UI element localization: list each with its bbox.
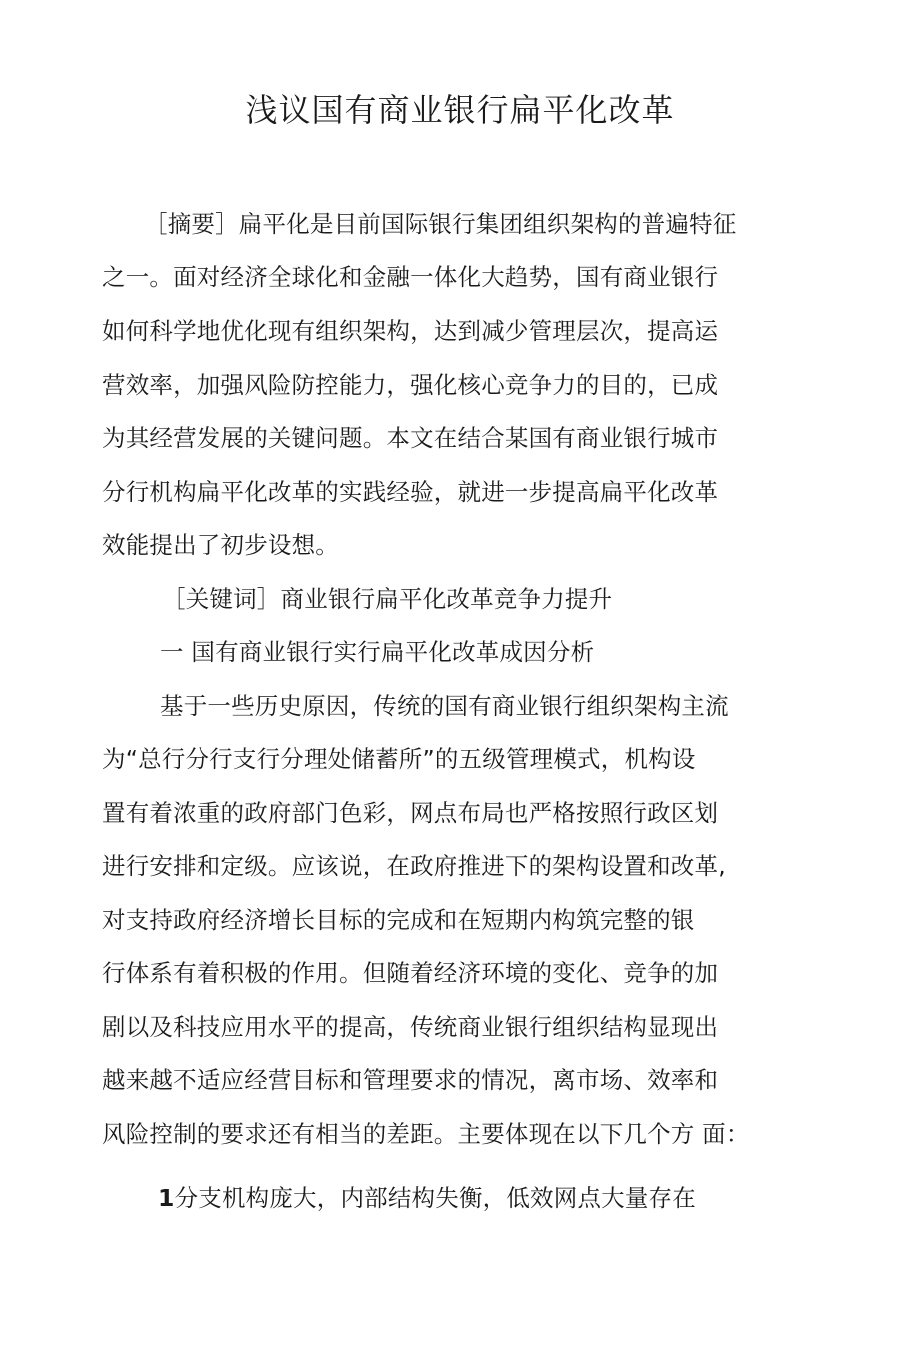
sub-heading-text: 分支机构庞大，内部结构失衡，低效网点大量存在 — [174, 1184, 696, 1212]
abstract-line-6: 分行机构扁平化改革的实践经验，就进一步提高扁平化改革 — [102, 478, 719, 506]
section-heading-1: 一 国有商业银行实行扁平化改革成因分析 — [160, 638, 595, 666]
abstract-line-4: 营效率，加强风险防控能力，强化核心竞争力的目的，已成 — [102, 371, 719, 399]
document-title: 浅议国有商业银行扁平化改革 — [245, 91, 675, 129]
body-line-1: 基于一些历史原因，传统的国有商业银行组织架构主流 — [160, 692, 729, 720]
body-line-8: 越来越不适应经营目标和管理要求的情况，离市场、效率和 — [102, 1066, 719, 1094]
body-line-4: 进行安排和定级。应该说，在政府推进下的架构设置和改革, — [102, 852, 726, 880]
body-line-6: 行体系有着积极的作用。但随着经济环境的变化、竞争的加 — [102, 959, 719, 987]
abstract-line-3: 如何科学地优化现有组织架构，达到减少管理层次，提高运 — [102, 317, 719, 345]
abstract-line-1: ［摘要］扁平化是目前国际银行集团组织架构的普遍特征 — [144, 210, 737, 238]
abstract-line-5: 为其经营发展的关键问题。本文在结合某国有商业银行城市 — [102, 424, 719, 452]
body-line-3: 置有着浓重的政府部门色彩，网点布局也严格按照行政区划 — [102, 799, 719, 827]
body-line-9: 风险控制的要求还有相当的差距。主要体现在以下几个方 面： — [102, 1120, 750, 1148]
body-line-5: 对支持政府经济增长目标的完成和在短期内构筑完整的银 — [102, 906, 695, 934]
keywords-line: ［关键词］商业银行扁平化改革竞争力提升 — [162, 585, 613, 613]
abstract-line-2: 之一。面对经济全球化和金融一体化大趋势，国有商业银行 — [102, 263, 719, 291]
sub-heading-number: 1 — [158, 1184, 175, 1212]
sub-heading-1 — [158, 1180, 696, 1216]
body-line-2: 为“总行分行支行分理处储蓄所”的五级管理模式，机构设 — [102, 745, 696, 773]
abstract-line-7: 效能提出了初步设想。 — [102, 531, 339, 559]
body-line-7: 剧以及科技应用水平的提高，传统商业银行组织结构显现出 — [102, 1013, 719, 1041]
